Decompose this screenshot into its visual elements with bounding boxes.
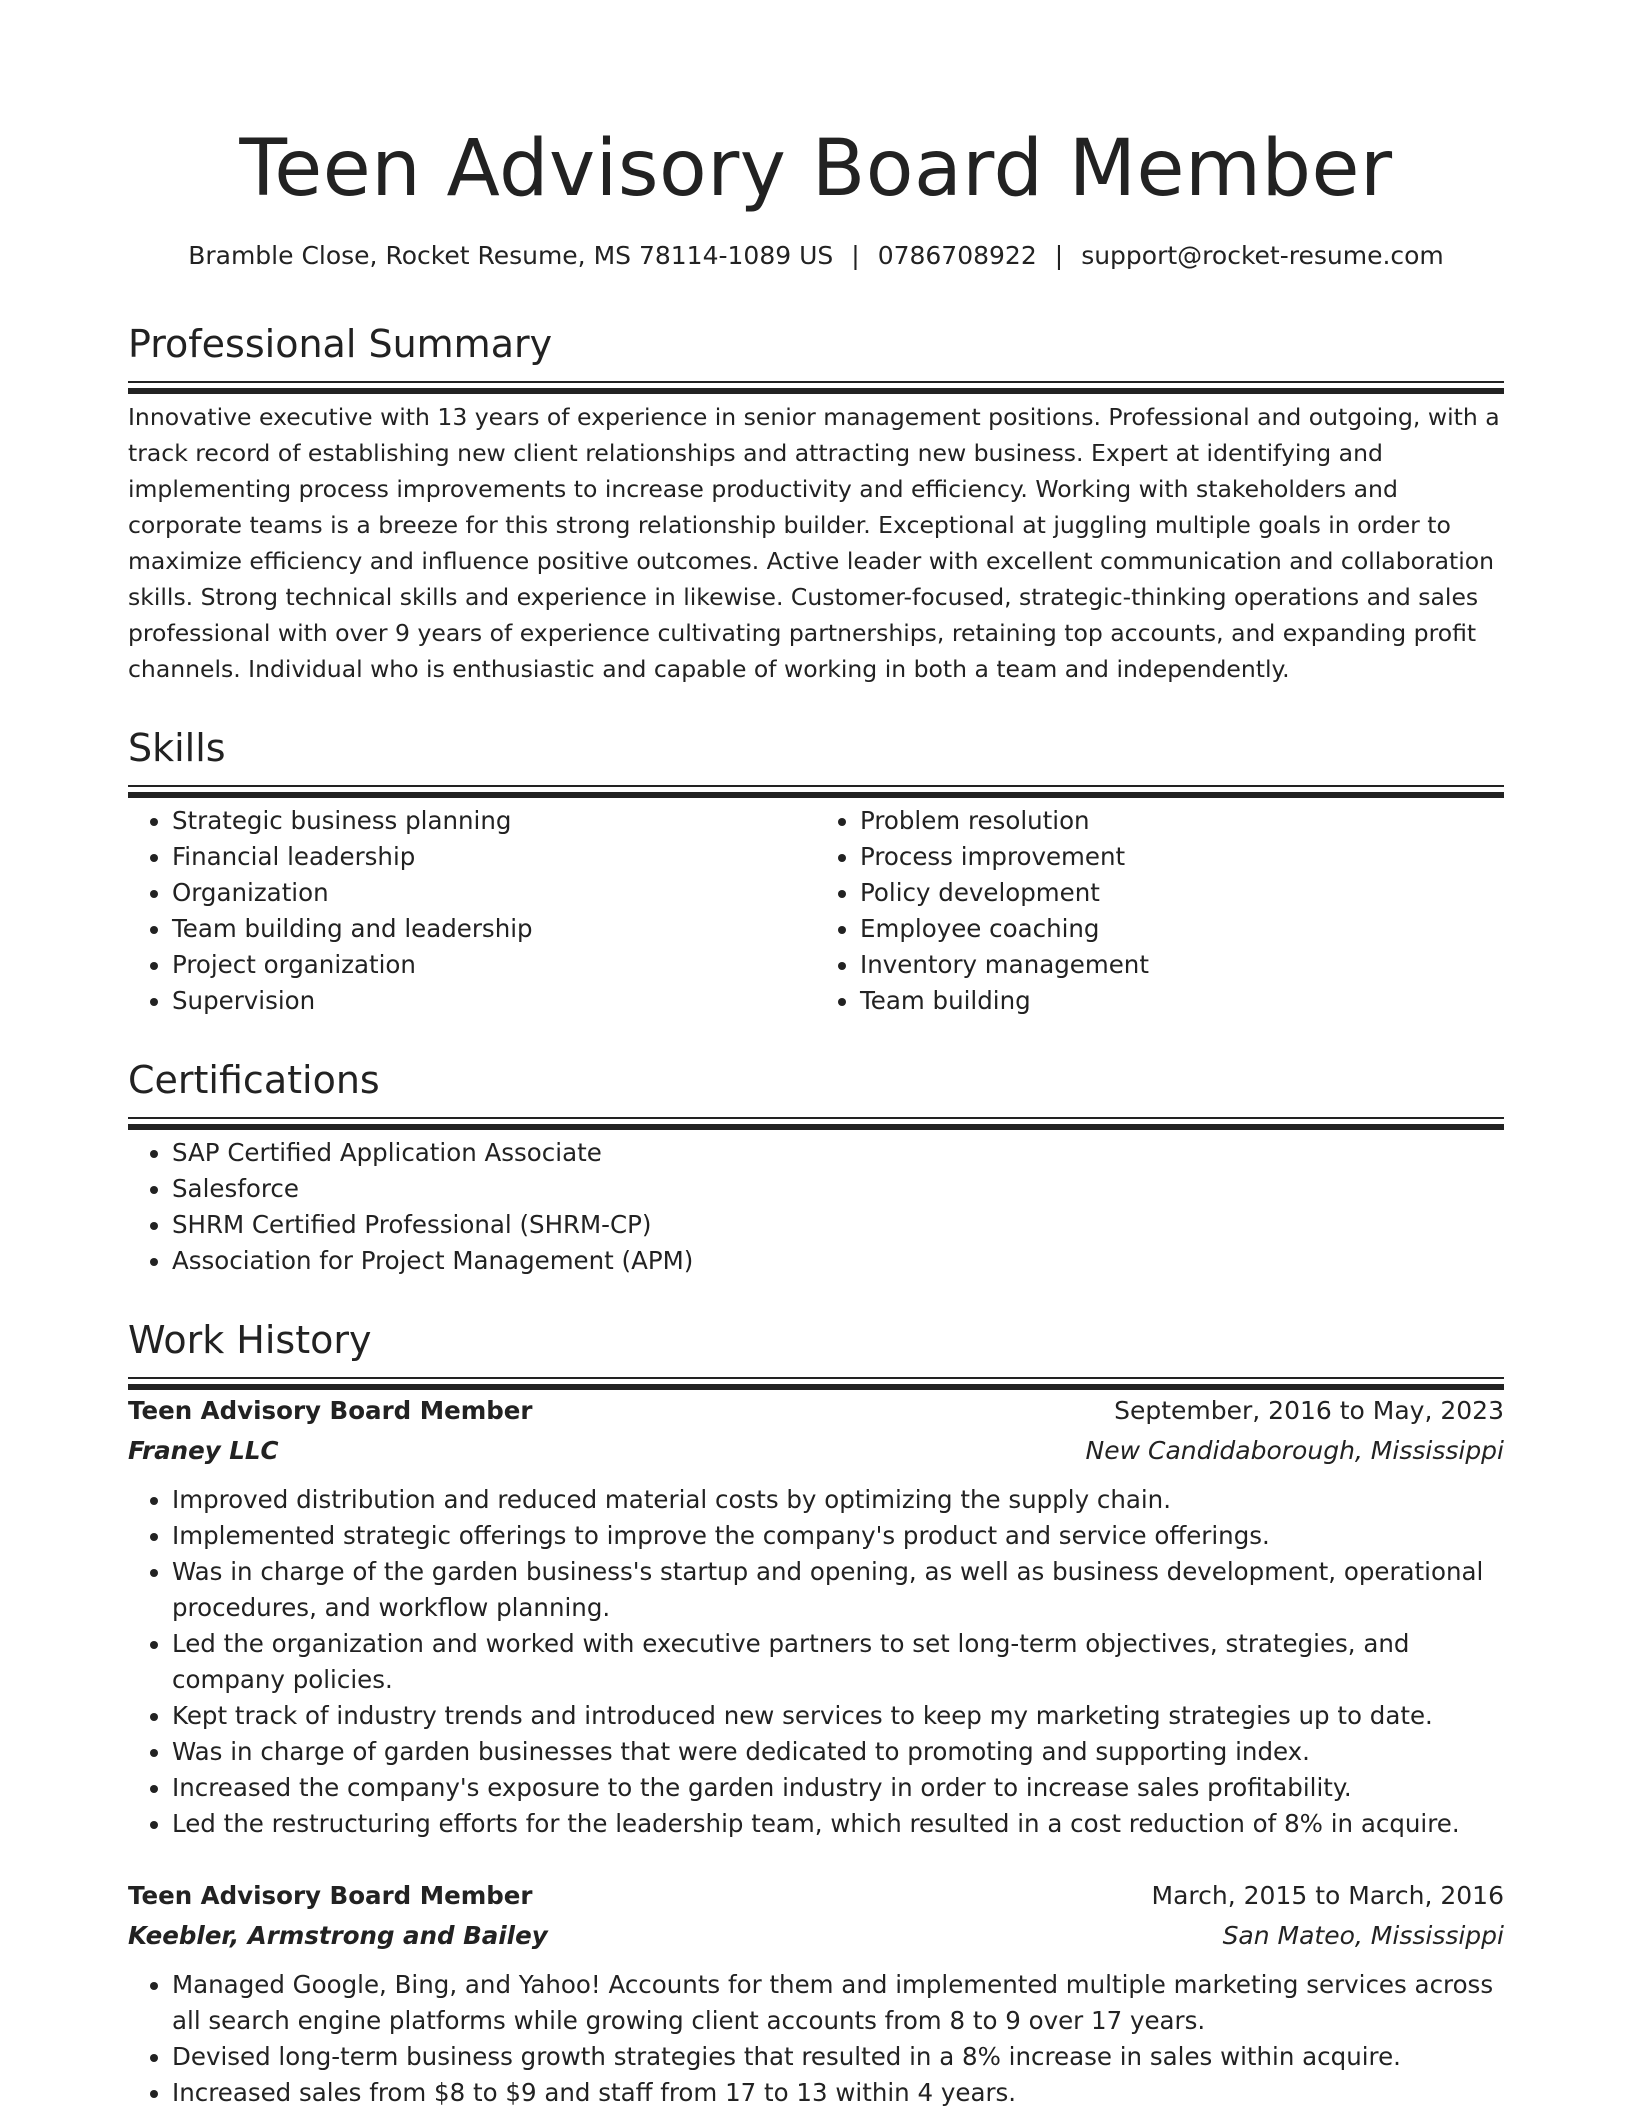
- skills-list-left: [128, 803, 816, 1019]
- job-bullet: • Was in charge of the garden business's startup and opening, as well as business development, operational procedures, and workflow planning.: [172, 1554, 1504, 1626]
- job-bullet: • Implemented strategic offerings to improve the company's product and service offerings.: [172, 1518, 1504, 1554]
- section-work-history: [128, 1316, 1504, 2111]
- skill-item: • Problem resolution: [860, 803, 1504, 839]
- job-title: Teen Advisory Board Member: [128, 1396, 533, 1425]
- contact-separator: |: [1054, 241, 1064, 270]
- skill-item: • Employee coaching: [860, 911, 1504, 947]
- skill-item: • Team building: [860, 983, 1504, 1019]
- section-heading: Skills: [128, 726, 226, 770]
- section-divider: [128, 1117, 1504, 1119]
- skills-columns: [128, 803, 1504, 1019]
- skill-item: • Organization: [172, 875, 816, 911]
- job-header-row: [128, 1876, 1504, 1916]
- job-company: Franey LLC: [128, 1436, 279, 1465]
- job-location: San Mateo, Mississippi: [1222, 1921, 1504, 1950]
- section-heading: Certifications: [128, 1058, 380, 1102]
- job-bullets: [128, 1967, 1504, 2111]
- skill-item: • Policy development: [860, 875, 1504, 911]
- contact-separator: |: [851, 241, 860, 270]
- contact-phone: 0786708922: [877, 241, 1037, 270]
- certification-item: • Salesforce: [172, 1171, 1504, 1207]
- skill-item: • Strategic business planning: [172, 803, 816, 839]
- skill-item: • Inventory management: [860, 947, 1504, 983]
- job-bullet: • Kept track of industry trends and introduced new services to keep my marketing strategies up to date.: [172, 1698, 1504, 1734]
- summary-text: Innovative executive with 13 years of experience in senior management positions. Professional and outgoing, with a track record of establishing new client relationships and attracting new business. Expert at identifying and implementing process improvements to increase productivity and efficiency. Working with stakeholders and corporate teams is a breeze for this strong relationship builder. Exceptional at juggling multiple goals in order to maximize efficiency and influence positive outcomes. Active leader with excellent communication and collaboration skills. Strong technical skills and experience in likewise. Customer-focused, strategic-thinking operations and sales professional with over 9 years of experience cultivating partnerships, retaining top accounts, and expanding profit channels. Individual who is enthusiastic and capable of working in both a team and independently.: [128, 403, 1500, 683]
- job-bullet: • Led the restructuring efforts for the leadership team, which resulted in a cost reduction of 8% in acquire.: [172, 1806, 1504, 1842]
- job-header-row: [128, 1391, 1504, 1431]
- certification-item: • SAP Certified Application Associate: [172, 1135, 1504, 1171]
- section-divider: [128, 785, 1504, 787]
- job-bullet: • Was in charge of garden businesses that were dedicated to promoting and supporting index.: [172, 1734, 1504, 1770]
- candidate-name: Teen Advisory Board Member: [239, 124, 1393, 214]
- section-divider: [128, 1377, 1504, 1379]
- skills-list-right: [816, 803, 1504, 1019]
- job-dates: September, 2016 to May, 2023: [1114, 1396, 1504, 1425]
- contact-line: [128, 238, 1504, 274]
- job-bullet: • Devised long-term business growth strategies that resulted in a 8% increase in sales within acquire.: [172, 2039, 1504, 2075]
- contact-address: Bramble Close, Rocket Resume, MS 78114-1089 US: [188, 241, 834, 270]
- job-bullet: • Managed Google, Bing, and Yahoo! Accounts for them and implemented multiple marketing services across all search engine platforms while growing client accounts from 8 to 9 over 17 years.: [172, 1967, 1504, 2039]
- certification-item: • SHRM Certified Professional (SHRM-CP): [172, 1207, 1504, 1243]
- skill-item: • Supervision: [172, 983, 816, 1019]
- job-entry: [128, 1876, 1504, 2111]
- certifications-list: [128, 1135, 1504, 1279]
- section-heading: Work History: [128, 1318, 372, 1362]
- job-bullet: • Increased the company's exposure to the garden industry in order to increase sales profitability.: [172, 1770, 1504, 1806]
- job-company-row: [128, 1916, 1504, 1956]
- contact-email: support@rocket-resume.com: [1081, 241, 1444, 270]
- section-certifications: [128, 1056, 1504, 1279]
- skill-item: • Process improvement: [860, 839, 1504, 875]
- section-skills: [128, 724, 1504, 1019]
- job-bullet: • Improved distribution and reduced material costs by optimizing the supply chain.: [172, 1482, 1504, 1518]
- job-entry: [128, 1391, 1504, 1842]
- job-bullet: • Led the organization and worked with executive partners to set long-term objectives, strategies, and company policies.: [172, 1626, 1504, 1698]
- skill-item: • Financial leadership: [172, 839, 816, 875]
- job-bullet: • Increased sales from $8 to $9 and staff from 17 to 13 within 4 years.: [172, 2075, 1504, 2111]
- job-location: New Candidaborough, Mississippi: [1085, 1436, 1504, 1465]
- skill-item: • Team building and leadership: [172, 911, 816, 947]
- section-heading: Professional Summary: [128, 322, 553, 366]
- certification-item: • Association for Project Management (APM): [172, 1243, 1504, 1279]
- job-dates: March, 2015 to March, 2016: [1151, 1881, 1504, 1910]
- section-summary: [128, 320, 1504, 687]
- job-company: Keebler, Armstrong and Bailey: [128, 1921, 548, 1950]
- job-company-row: [128, 1431, 1504, 1471]
- skill-item: • Project organization: [172, 947, 816, 983]
- job-title: Teen Advisory Board Member: [128, 1881, 533, 1910]
- section-divider: [128, 381, 1504, 383]
- job-bullets: [128, 1482, 1504, 1842]
